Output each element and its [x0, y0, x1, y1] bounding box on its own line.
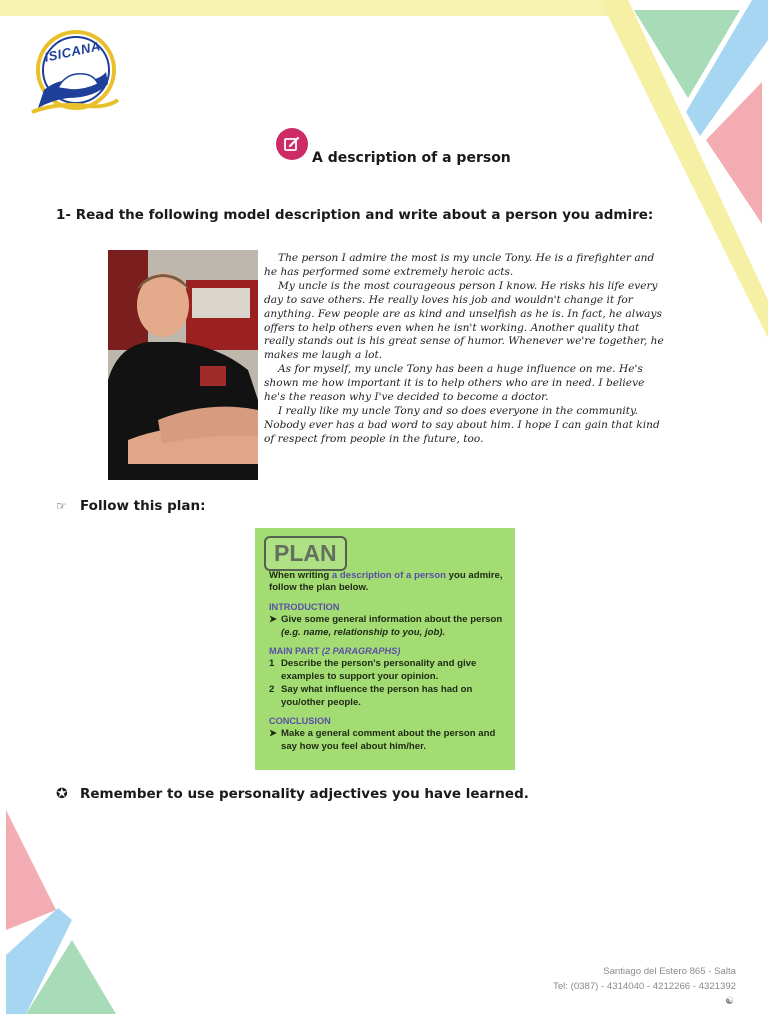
footer-logo-icon: ☯	[725, 996, 734, 1007]
plan-main-item: 1 Describe the person's personality and give examples to support your opinion.	[269, 658, 477, 682]
remember-row	[56, 786, 529, 802]
footer-phone: Tel: (0387) - 4314040 - 4212266 - 4321392	[553, 981, 736, 992]
footer-address: Santiago del Estero 865 - Salta	[603, 966, 736, 977]
plan-box	[255, 528, 515, 770]
bullet-arrow-icon: ➤	[269, 614, 278, 626]
school-logo	[28, 28, 120, 116]
plan-introduction-title: INTRODUCTION	[269, 601, 340, 612]
bullet-arrow-icon: ➤	[269, 728, 278, 740]
plan-intro: When writing a description of a person you admire, follow the plan below.	[269, 570, 503, 594]
firefighter-photo	[108, 250, 258, 480]
plan-main-title: MAIN PART (2 PARAGRAPHS)	[269, 646, 401, 657]
model-description	[264, 252, 664, 447]
edit-icon	[276, 128, 308, 160]
star-circle-icon: ✪	[56, 786, 68, 802]
pointing-hand-icon: ☞	[56, 499, 67, 513]
page-title-row	[276, 128, 511, 166]
logo-text: ISICANA	[43, 38, 102, 65]
pink-shape-bottom	[6, 810, 56, 930]
plan-body	[269, 570, 507, 753]
plan-heading: PLAN	[264, 536, 347, 571]
model-paragraph: My uncle is the most courageous person I know. He risks his life every day to save others. He really loves his job and wouldn't change it for anything. Few people are as kind and unselfish as he is. In fact, he always offers to help others even when he isn't working. Another quality that really stands out is his great sense of humor. Whenever we're together, he makes me laugh a lot.	[264, 279, 664, 362]
model-paragraph: As for myself, my uncle Tony has been a huge influence on me. He's shown me how important it is to help others who are in need. I believe he's the reason why I've decided to become a doctor.	[264, 363, 645, 404]
remember-text: Remember to use personality adjectives you have learned.	[80, 786, 529, 802]
model-paragraph: I really like my uncle Tony and so does everyone in the community. Nobody ever has a bad word to say about him. I hope I can gain that kind of respect from people in the future, too.	[264, 404, 660, 445]
plan-conclusion-item: ➤ Make a general comment about the person and say how you feel about him/her.	[269, 728, 496, 752]
follow-plan-row	[56, 498, 206, 514]
plan-conclusion-title: CONCLUSION	[269, 716, 331, 727]
top-yellow-band	[0, 0, 640, 16]
plan-main-item: 2 Say what influence the person has had on you/other people.	[269, 684, 473, 708]
footer	[553, 964, 736, 1009]
page-title: A description of a person	[312, 150, 511, 166]
instruction-text: 1- Read the following model description and write about a person you admire:	[56, 207, 654, 223]
plan-introduction-item: ➤ Give some general information about the person (e.g. name, relationship to you, job).	[269, 614, 503, 638]
model-paragraph: The person I admire the most is my uncle Tony. He is a firefighter and he has performed some extremely heroic acts.	[264, 252, 655, 278]
follow-plan-text: Follow this plan:	[80, 498, 206, 514]
